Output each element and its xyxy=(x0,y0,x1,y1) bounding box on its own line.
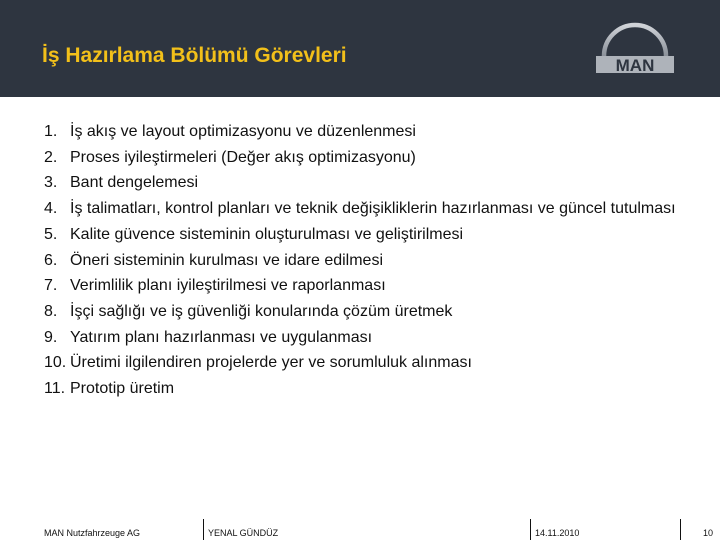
list-item-text: İş akış ve layout optimizasyonu ve düzenlenmesi xyxy=(70,123,416,140)
list-item xyxy=(44,170,684,196)
list-item-number: 1. xyxy=(44,123,58,140)
list-item-number: 11. xyxy=(44,380,66,398)
man-logo-icon xyxy=(590,22,680,78)
footer-company: MAN Nutzfahrzeuge AG xyxy=(44,528,141,538)
list-item xyxy=(44,325,684,351)
list-item-number: 6. xyxy=(44,251,58,269)
list-item-text: İşçi sağlığı ve iş güvenliği konularında çözüm üretmek xyxy=(70,302,453,320)
list-item-text: Yatırım planı hazırlanması ve uygulanması xyxy=(70,328,373,346)
list-item-number: 3. xyxy=(44,174,58,192)
slide-title: İş Hazırlama Bölümü Görevleri xyxy=(42,44,347,67)
list-item-number: 4. xyxy=(44,200,58,218)
list-item xyxy=(44,119,684,145)
footer-author: YENAL GÜNDÜZ xyxy=(203,519,278,540)
task-list xyxy=(44,119,684,402)
list-item xyxy=(44,273,684,299)
slide-footer xyxy=(0,519,720,540)
list-item-text: Proses iyileştirmeleri (Değer akış optimizasyonu) xyxy=(70,148,416,166)
list-item-number: 2. xyxy=(44,148,58,166)
footer-page-number: 10 xyxy=(680,519,713,540)
footer-date: 14.11.2010 xyxy=(530,519,579,540)
list-item-text: Kalite güvence sisteminin oluşturulması ve geliştirilmesi xyxy=(70,225,464,243)
list-item xyxy=(44,196,684,222)
slide-header xyxy=(0,0,720,97)
list-item xyxy=(44,145,684,171)
list-item xyxy=(44,376,684,402)
list-item-text: Öneri sisteminin kurulması ve idare edilmesi xyxy=(70,251,383,269)
list-item-number: 7. xyxy=(44,277,58,295)
list-item-number: 10. xyxy=(44,354,67,372)
list-item xyxy=(44,248,684,274)
list-item-number: 5. xyxy=(44,225,58,243)
list-item-text: Üretimi ilgilendiren projelerde yer ve sorumluluk alınması xyxy=(70,354,472,372)
list-item-text: Prototip üretim xyxy=(70,380,175,398)
list-item-number: 9. xyxy=(44,328,58,346)
list-item-text: Verimlilik planı iyileştirilmesi ve raporlanması xyxy=(70,277,386,295)
list-item-text: İş talimatları, kontrol planları ve teknik değişikliklerin hazırlanması ve güncel tutulması xyxy=(70,200,676,218)
list-item xyxy=(44,350,684,376)
list-item xyxy=(44,222,684,248)
list-item xyxy=(44,299,684,325)
logo-text: MAN xyxy=(615,56,655,75)
list-item-text: Bant dengelemesi xyxy=(70,174,199,192)
list-item-number: 8. xyxy=(44,302,58,320)
